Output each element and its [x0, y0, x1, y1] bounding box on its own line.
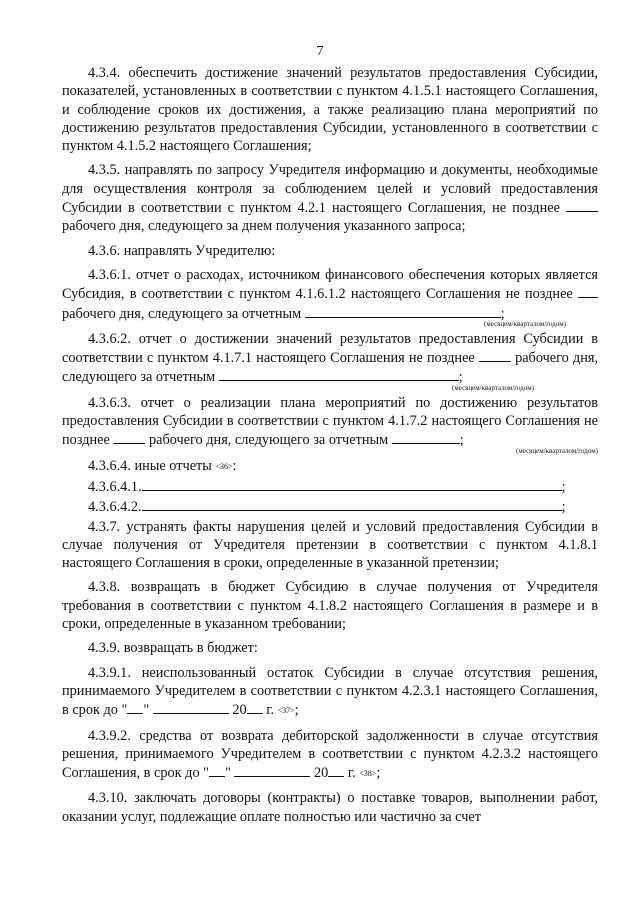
- paragraph-4-3-9-2: 4.3.9.2. средства от возврата дебиторской задолженности в случае отсутствия решения, принимаемого Учредителем в соответствии с пунктом 4.2.3.2 настоящего Соглашения, в срок до " " 20 г. <38>;: [62, 727, 598, 782]
- paragraph-4-3-9-1: 4.3.9.1. неиспользованный остаток Субсидии в случае отсутствия решения, принимаемого Учредителем в соответствии с пунктом 4.2.3.1 настоящего Соглашения, в срок до " " 20 г. <37>;: [62, 664, 598, 719]
- blank-field[interactable]: [479, 348, 511, 362]
- paragraph-4-3-6-2: 4.3.6.2. отчет о достижении значений результатов предоставления Субсидии в соответствии с пунктом 4.1.7.1 настоящего Соглашения не позднее рабочего дня, следующего за отчетным ;: [62, 330, 599, 386]
- footnote-ref[interactable]: <36>: [215, 461, 233, 471]
- blank-field[interactable]: [219, 367, 459, 381]
- blank-field[interactable]: [566, 198, 598, 212]
- blank-field[interactable]: [113, 430, 145, 444]
- blank-field[interactable]: [127, 700, 143, 714]
- footnote-ref[interactable]: <38>: [359, 769, 377, 779]
- blank-field[interactable]: [392, 430, 460, 444]
- blank-field[interactable]: [209, 763, 225, 777]
- period-caption: (месяцем/кварталом/годом): [484, 319, 566, 328]
- period-caption: (месяцем/кварталом/годом): [516, 446, 598, 455]
- paragraph-4-3-6-1: 4.3.6.1. отчет о расходах, источником финансового обеспечения которых является Субсидия, в соответствии с пунктом 4.1.6.1.2 настоящего Соглашения не позднее рабочего дня, следующего за отчетным ;: [62, 266, 598, 322]
- paragraph-4-3-7: 4.3.7. устранять факты нарушения целей и условий предоставления Субсидии в случае получения от Учредителя претензии в соответствии с пунктом 4.1.8.1 настоящего Соглашения в сроки, определенные в указанной претензии;: [62, 518, 598, 572]
- paragraph-4-3-10: 4.3.10. заключать договоры (контракты) о поставке товаров, выполнении работ, оказании услуг, подлежащие оплате полностью или частично за счет: [62, 790, 598, 825]
- blank-field[interactable]: [153, 700, 229, 714]
- blank-field[interactable]: [305, 304, 501, 318]
- footnote-ref[interactable]: <37>: [277, 706, 295, 716]
- paragraph-4-3-6-4-2: 4.3.6.4.2. ;: [88, 499, 566, 516]
- blank-field[interactable]: [234, 763, 310, 777]
- paragraph-4-3-5: 4.3.5. направлять по запросу Учредителя информацию и документы, необходимые для осуществления контроля за соблюдением целей и условий предоставления Субсидии в соответствии с пунктом 4.2.1 настоящего Соглашения, не позднее рабочего дня, следующего за днем получения указанного запроса;: [62, 162, 598, 235]
- blank-field[interactable]: [142, 477, 562, 491]
- paragraph-4-3-6: 4.3.6. направлять Учредителю:: [88, 242, 276, 259]
- blank-field[interactable]: [578, 284, 598, 298]
- paragraph-4-3-9: 4.3.9. возвращать в бюджет:: [88, 640, 258, 657]
- blank-field[interactable]: [142, 497, 562, 511]
- blank-field[interactable]: [328, 763, 344, 777]
- paragraph-4-3-6-4: 4.3.6.4. иные отчеты <36>:: [88, 457, 237, 474]
- period-caption: (месяцем/кварталом/годом): [452, 383, 534, 392]
- paragraph-4-3-8: 4.3.8. возвращать в бюджет Субсидию в случае получения от Учредителя требования в соответствии с пунктом 4.1.8.2 настоящего Соглашения в размере и в сроки, определенные в указанном требовании;: [62, 579, 598, 633]
- paragraph-4-3-6-3: 4.3.6.3. отчет о реализации плана мероприятий по достижению результатов предоставления Субсидии в соответствии с пунктом 4.1.7.2 настоящего Соглашения не позднее рабочего дня, следующего за отчетным ;: [62, 394, 598, 449]
- document-body: [62, 64, 598, 832]
- blank-field[interactable]: [247, 700, 263, 714]
- paragraph-4-3-6-4-1: 4.3.6.4.1. ;: [88, 478, 566, 495]
- page-number: 7: [316, 44, 324, 59]
- paragraph-4-3-4: 4.3.4. обеспечить достижение значений результатов предоставления Субсидии, показателей, установленных в соответствии с пунктом 4.1.5.1 настоящего Соглашения, и соблюдение сроков их достижения, а также реализацию плана мероприятий по достижению результатов предоставления Субсидии, установленного в соответствии с пунктом 4.1.5.2 настоящего Соглашения;: [62, 65, 598, 155]
